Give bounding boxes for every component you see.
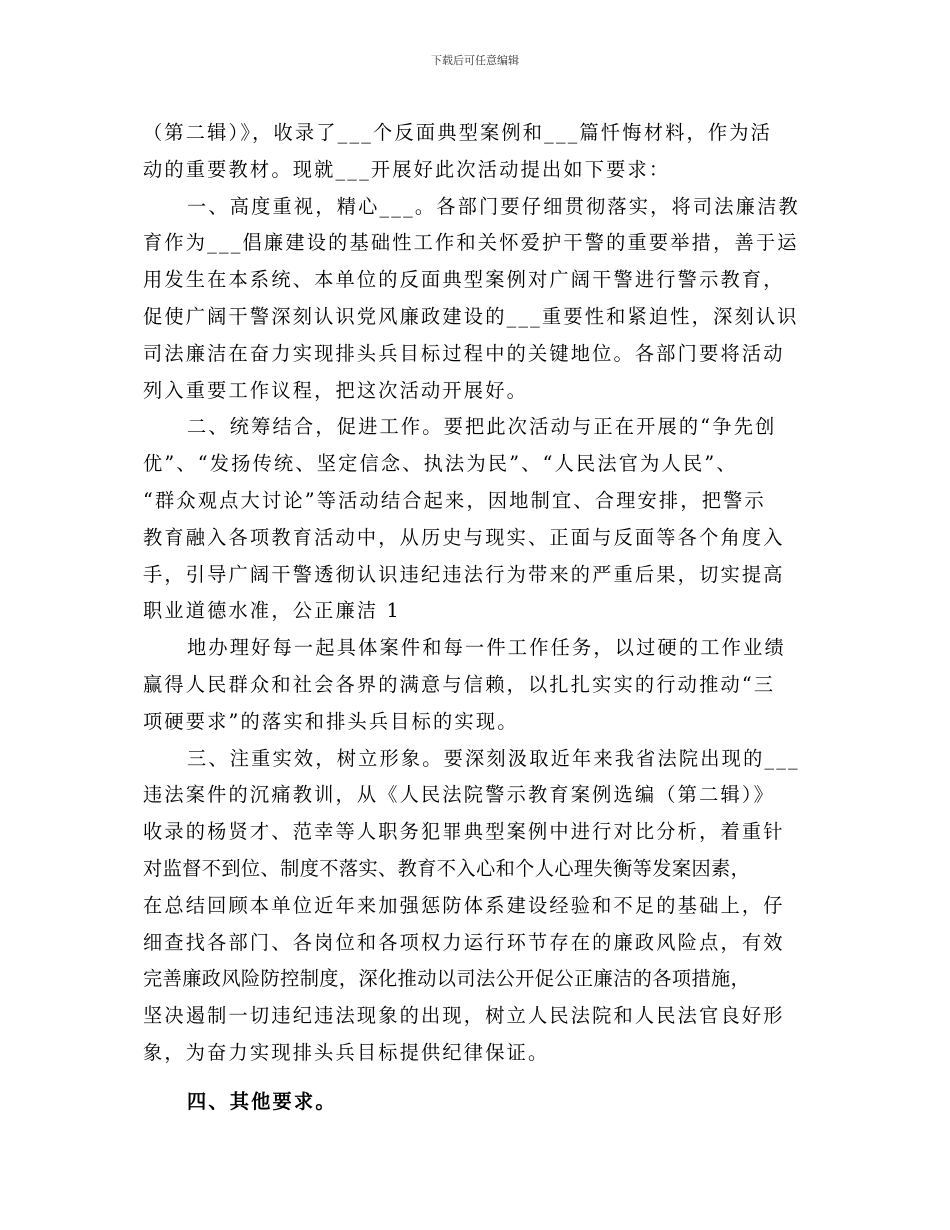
section-heading: 四、其他要求。 xyxy=(187,1089,337,1113)
text-line: 完善廉政风险防控制度，深化推动以司法公开促公正廉洁的各项措施， xyxy=(143,967,751,991)
text-line: 在总结回顾本单位近年来加强惩防体系建设经验和不足的基础上，仔 xyxy=(143,893,785,917)
text-line: 手，引导广阔干警透彻认识违纪违法行为带来的严重后果，切实提高 xyxy=(143,562,785,586)
text-line: 赢得人民群众和社会各界的满意与信赖，以扎扎实实的行动推动“三 xyxy=(143,672,776,696)
document-body xyxy=(143,115,815,1122)
text-line: （第二辑）》，收录了___个反面典型案例和___篇忏悔材料，作为活 xyxy=(143,121,773,144)
page-header: 下载后可任意编辑 xyxy=(431,54,519,67)
text-line: 二、统筹结合，促进工作。要把此次活动与正在开展的“争先创 xyxy=(187,415,777,439)
text-line: 职业道德水准，公正廉洁 1 xyxy=(143,599,401,623)
text-line: 收录的杨贤才、范幸等人职务犯罪典型案例中进行对比分析，着重针 xyxy=(143,820,785,844)
text-line: 细查找各部门、各岗位和各项权力运行环节存在的廉政风险点，有效 xyxy=(143,930,785,954)
text-line: 地办理好每一起具体案件和每一件工作任务，以过硬的工作业绩 xyxy=(187,636,786,660)
text-line: 优”、“发扬传统、坚定信念、执法为民”、“人民法官为人民”、 xyxy=(143,452,738,476)
text-line: 坚决遏制一切违纪违法现象的出现，树立人民法院和人民法官良好形 xyxy=(143,1004,785,1028)
text-line: “群众观点大讨论”等活动结合起来，因地制宜、合理安排，把警示 xyxy=(143,488,766,512)
text-line: 违法案件的沉痛教训，从《人民法院警示教育案例选编（第二辑）》 xyxy=(143,783,776,807)
text-line: 教育融入各项教育活动中，从历史与现实、正面与反面等各个角度入 xyxy=(143,525,785,549)
text-line: 项硬要求”的落实和排头兵目标的实现。 xyxy=(143,709,519,733)
text-line: 三、注重实效，树立形象。要深刻汲取近年来我省法院出现的___ xyxy=(187,746,800,770)
text-line: 象，为奋力实现排头兵目标提供纪律保证。 xyxy=(143,1040,550,1064)
text-line: 促使广阔干警深刻认识党风廉政建设的___重要性和紧迫性，深刻认识 xyxy=(143,304,799,328)
text-line: 一、高度重视，精心___。各部门要仔细贯彻落实，将司法廉洁教 xyxy=(187,194,800,218)
text-line: 列入重要工作议程，把这次活动开展好。 xyxy=(143,378,528,402)
text-line: 育作为___倡廉建设的基础性工作和关怀爱护干警的重要举措，善于运 xyxy=(143,231,799,255)
text-line: 对监督不到位、制度不落实、教育不入心和个人心理失衡等发案因素， xyxy=(143,856,751,880)
text-line: 动的重要教材。现就___开展好此次活动提出如下要求： xyxy=(143,157,671,181)
text-line: 司法廉洁在奋力实现排头兵目标过程中的关键地位。各部门要将活动 xyxy=(143,341,785,365)
text-line: 用发生在本系统、本单位的反面典型案例对广阔干警进行警示教育， xyxy=(143,268,785,292)
